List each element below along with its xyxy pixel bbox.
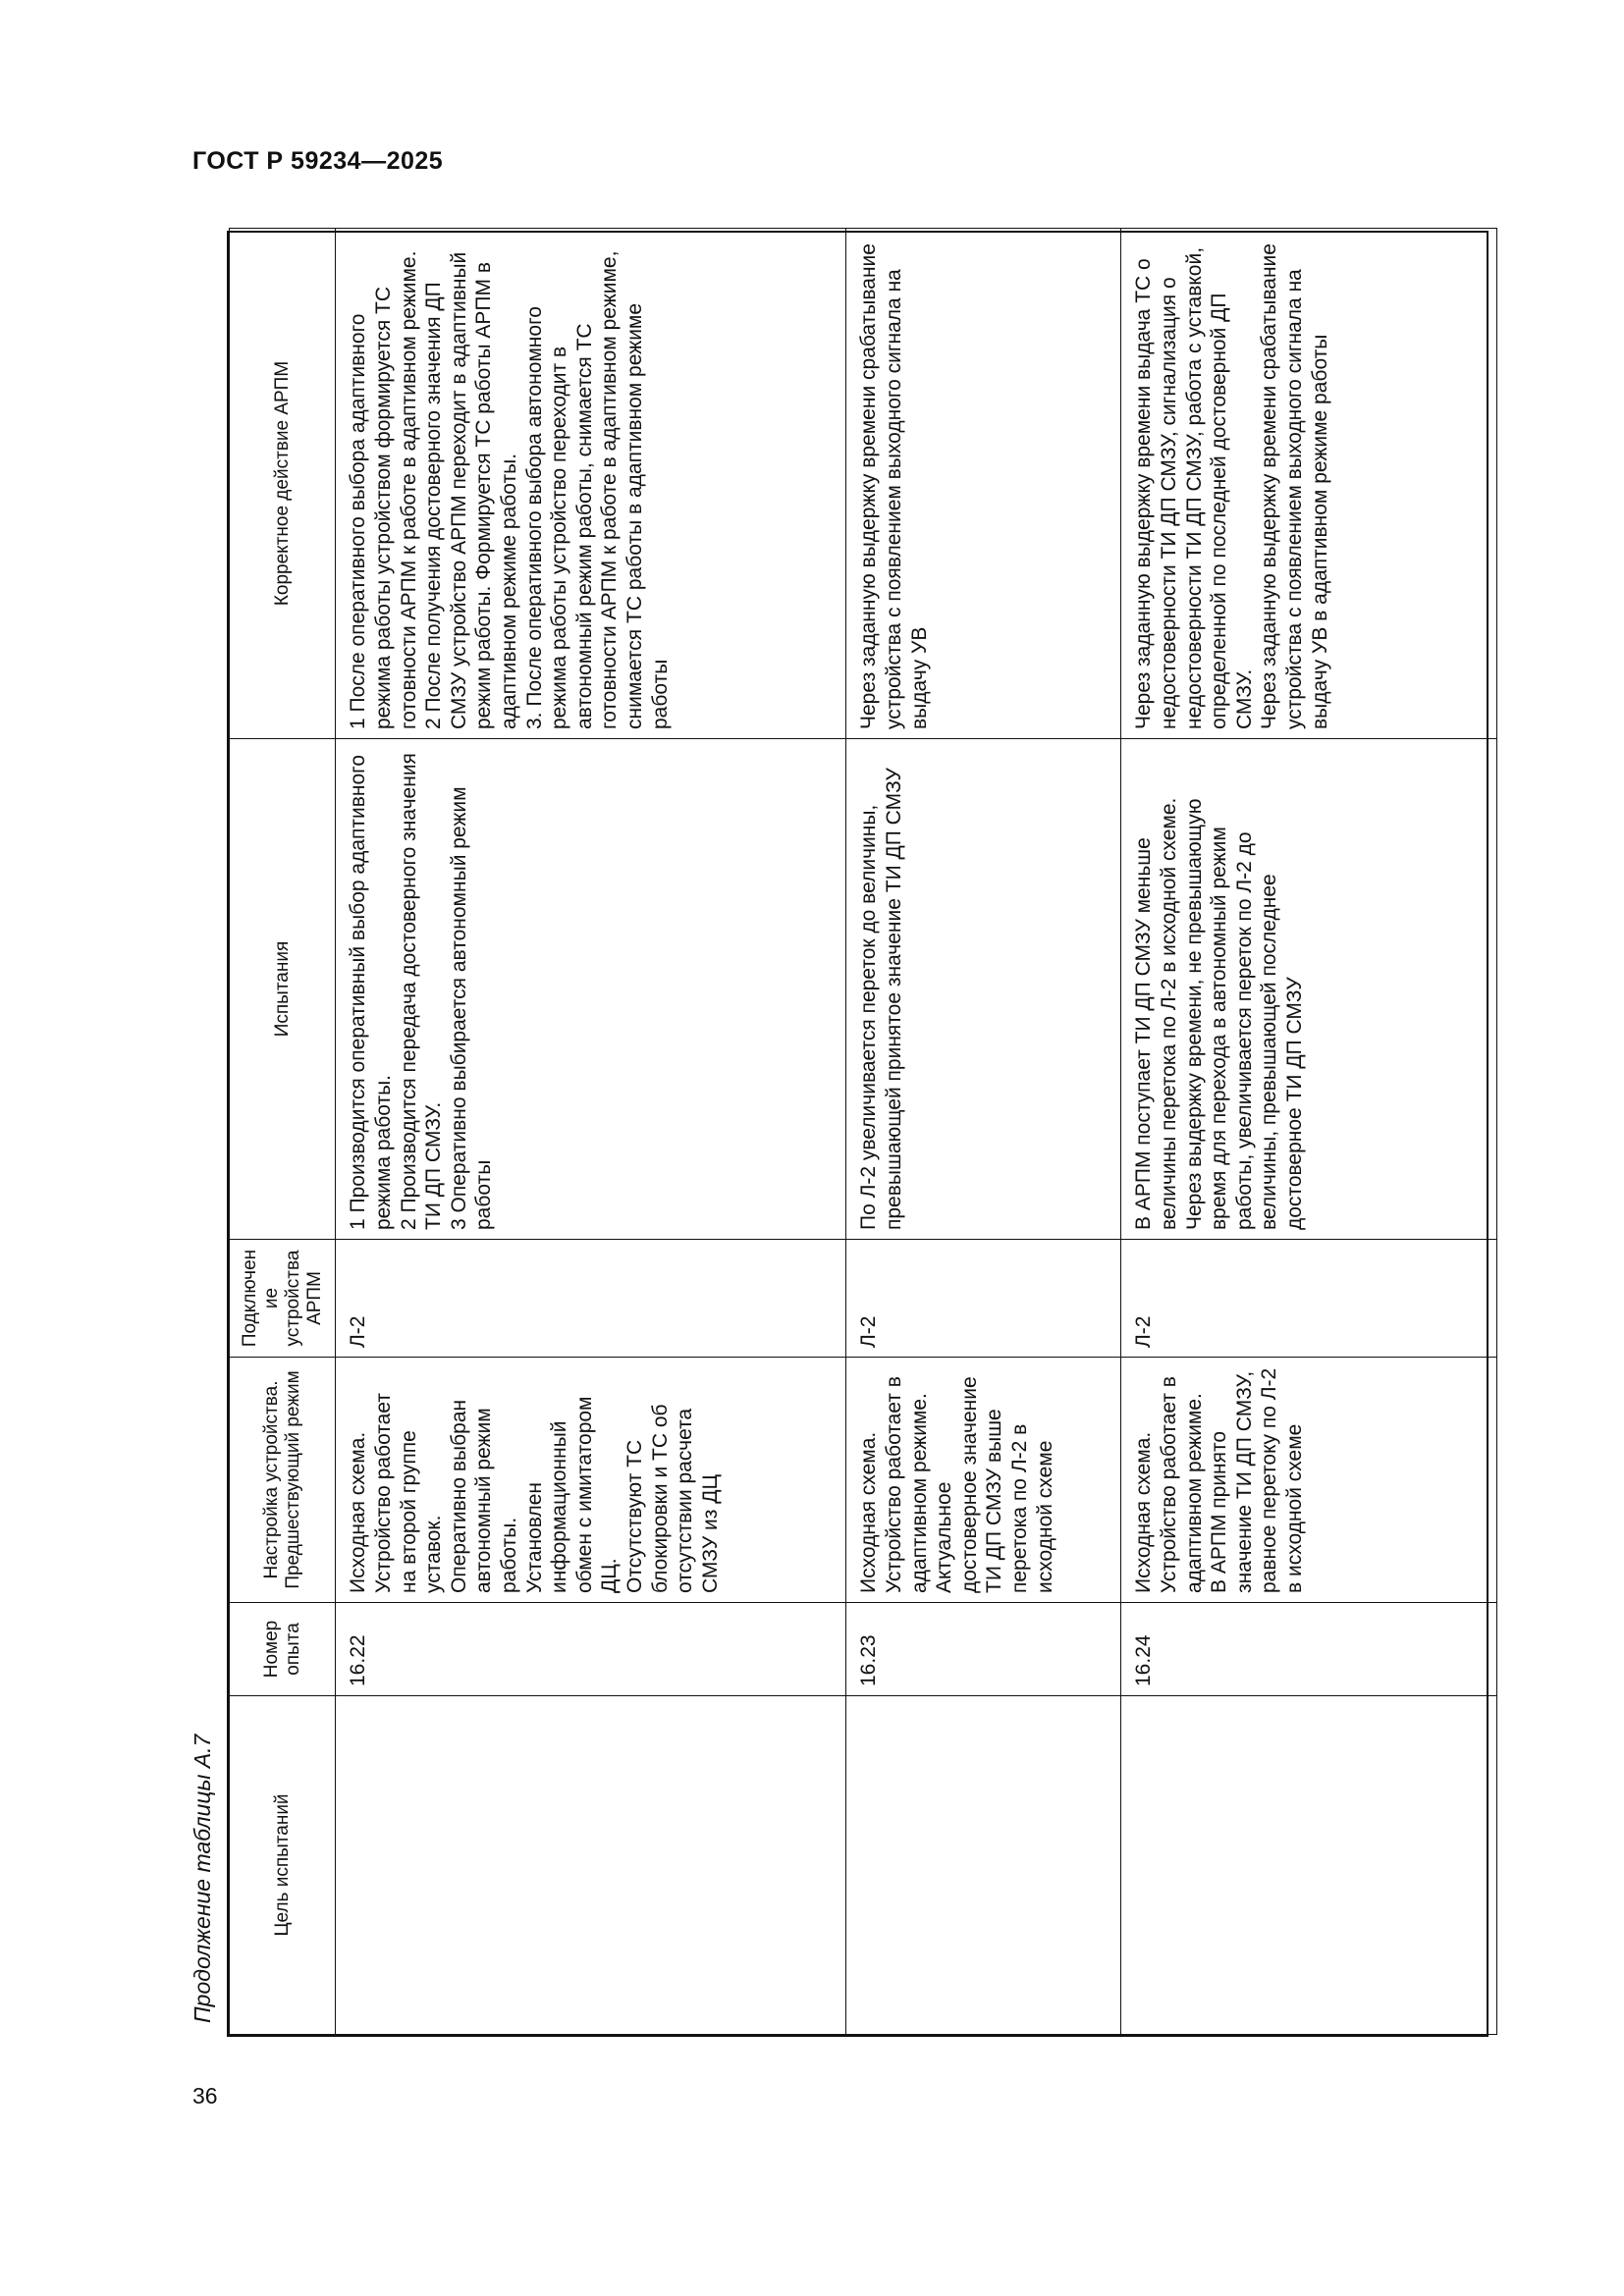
cell-action: Через заданную выдержку времени выдача ТС о недостоверности ТИ ДП СМЗУ, сигнализация о недостоверности ТИ ДП СМЗУ, работа с уставкой, определенной по последней достоверной ДП СМЗУ. Через заданную выдержку времени срабатывание устройства с появлением выходного сигнала на выдачу УВ в адаптивном режиме работы	[1121, 229, 1497, 739]
cell-connect: Л-2	[846, 1240, 1121, 1358]
cell-setup: Исходная схема. Устройство работает в адаптивном режиме. В АРПМ принято значение ТИ ДП СМЗУ, равное перетоку по Л-2 в исходной схеме	[1121, 1358, 1497, 1603]
cell-connect: Л-2	[336, 1240, 846, 1358]
page-number: 36	[192, 2083, 218, 2109]
cell-test: В АРПМ поступает ТИ ДП СМЗУ меньше величины перетока по Л-2 в исходной схеме. Через выдержку времени, не превышающую время для перехода в автономный режим работы, увеличивается переток по Л-2 до величины, превышающей последнее достоверное ТИ ДП СМЗУ	[1121, 739, 1497, 1240]
table-row	[1121, 229, 1497, 2035]
cell-test: По Л-2 увеличивается переток до величины, превышающей принятое значение ТИ ДП СМЗУ	[846, 739, 1121, 1240]
cell-test: 1 Производится оперативный выбор адаптивного режима работы. 2 Производится передача достоверного значения ТИ ДП СМЗУ. 3 Оперативно выбирается автономный режим работы	[336, 739, 846, 1240]
cell-setup: Исходная схема. Устройство работает в адаптивном режиме. Актуальное достоверное значение ТИ ДП СМЗУ выше перетока по Л-2 в исходной схеме	[846, 1358, 1121, 1603]
header-setup: Настройка устройства. Предшествующий режим	[230, 1358, 336, 1603]
header-test: Испытания	[230, 739, 336, 1240]
cell-goal	[1121, 1696, 1497, 2035]
cell-num: 16.22	[336, 1603, 846, 1696]
cell-action: Через заданную выдержку времени срабатывание устройства с появлением выходного сигнала на выдачу УВ	[846, 229, 1121, 739]
table-row	[846, 229, 1121, 2035]
cell-num: 16.23	[846, 1603, 1121, 1696]
header-goal: Цель испытаний	[230, 1696, 336, 2035]
table-row	[336, 229, 846, 2035]
header-connect: Подключение устройства АРПМ	[230, 1240, 336, 1358]
cell-setup: Исходная схема. Устройство работает на второй группе уставок. Оперативно выбран автономный режим работы. Установлен информационный обмен с имитатором ДЦ. Отсутствуют ТС блокировки и ТС об отсутствии расчета СМЗУ из ДЦ	[336, 1358, 846, 1603]
table-header-row	[230, 229, 336, 2035]
table-caption: Продолжение таблицы А.7	[189, 1734, 215, 2023]
header-action: Корректное действие АРПМ	[230, 229, 336, 739]
document-id: ГОСТ Р 59234—2025	[192, 147, 444, 175]
cell-connect: Л-2	[1121, 1240, 1497, 1358]
header-num: Номер опыта	[230, 1603, 336, 1696]
cell-action: 1 После оперативного выбора адаптивного режима работы устройством формируется ТС готовности АРПМ к работе в адаптивном режиме. 2 После получения достоверного значения ДП СМЗУ устройство АРПМ переходит в адаптивный режим работы. Формируется ТС работы АРПМ в адаптивном режиме работы. 3. После оперативного выбора автономного режима работы устройство переходит в автономный режим работы, снимается ТС готовности АРПМ к работе в адаптивном режиме, снимается ТС работы в адаптивном режиме работы	[336, 229, 846, 739]
cell-goal	[336, 1696, 846, 2035]
cell-num: 16.24	[1121, 1603, 1497, 1696]
test-table	[227, 231, 1489, 2037]
cell-goal	[846, 1696, 1121, 2035]
